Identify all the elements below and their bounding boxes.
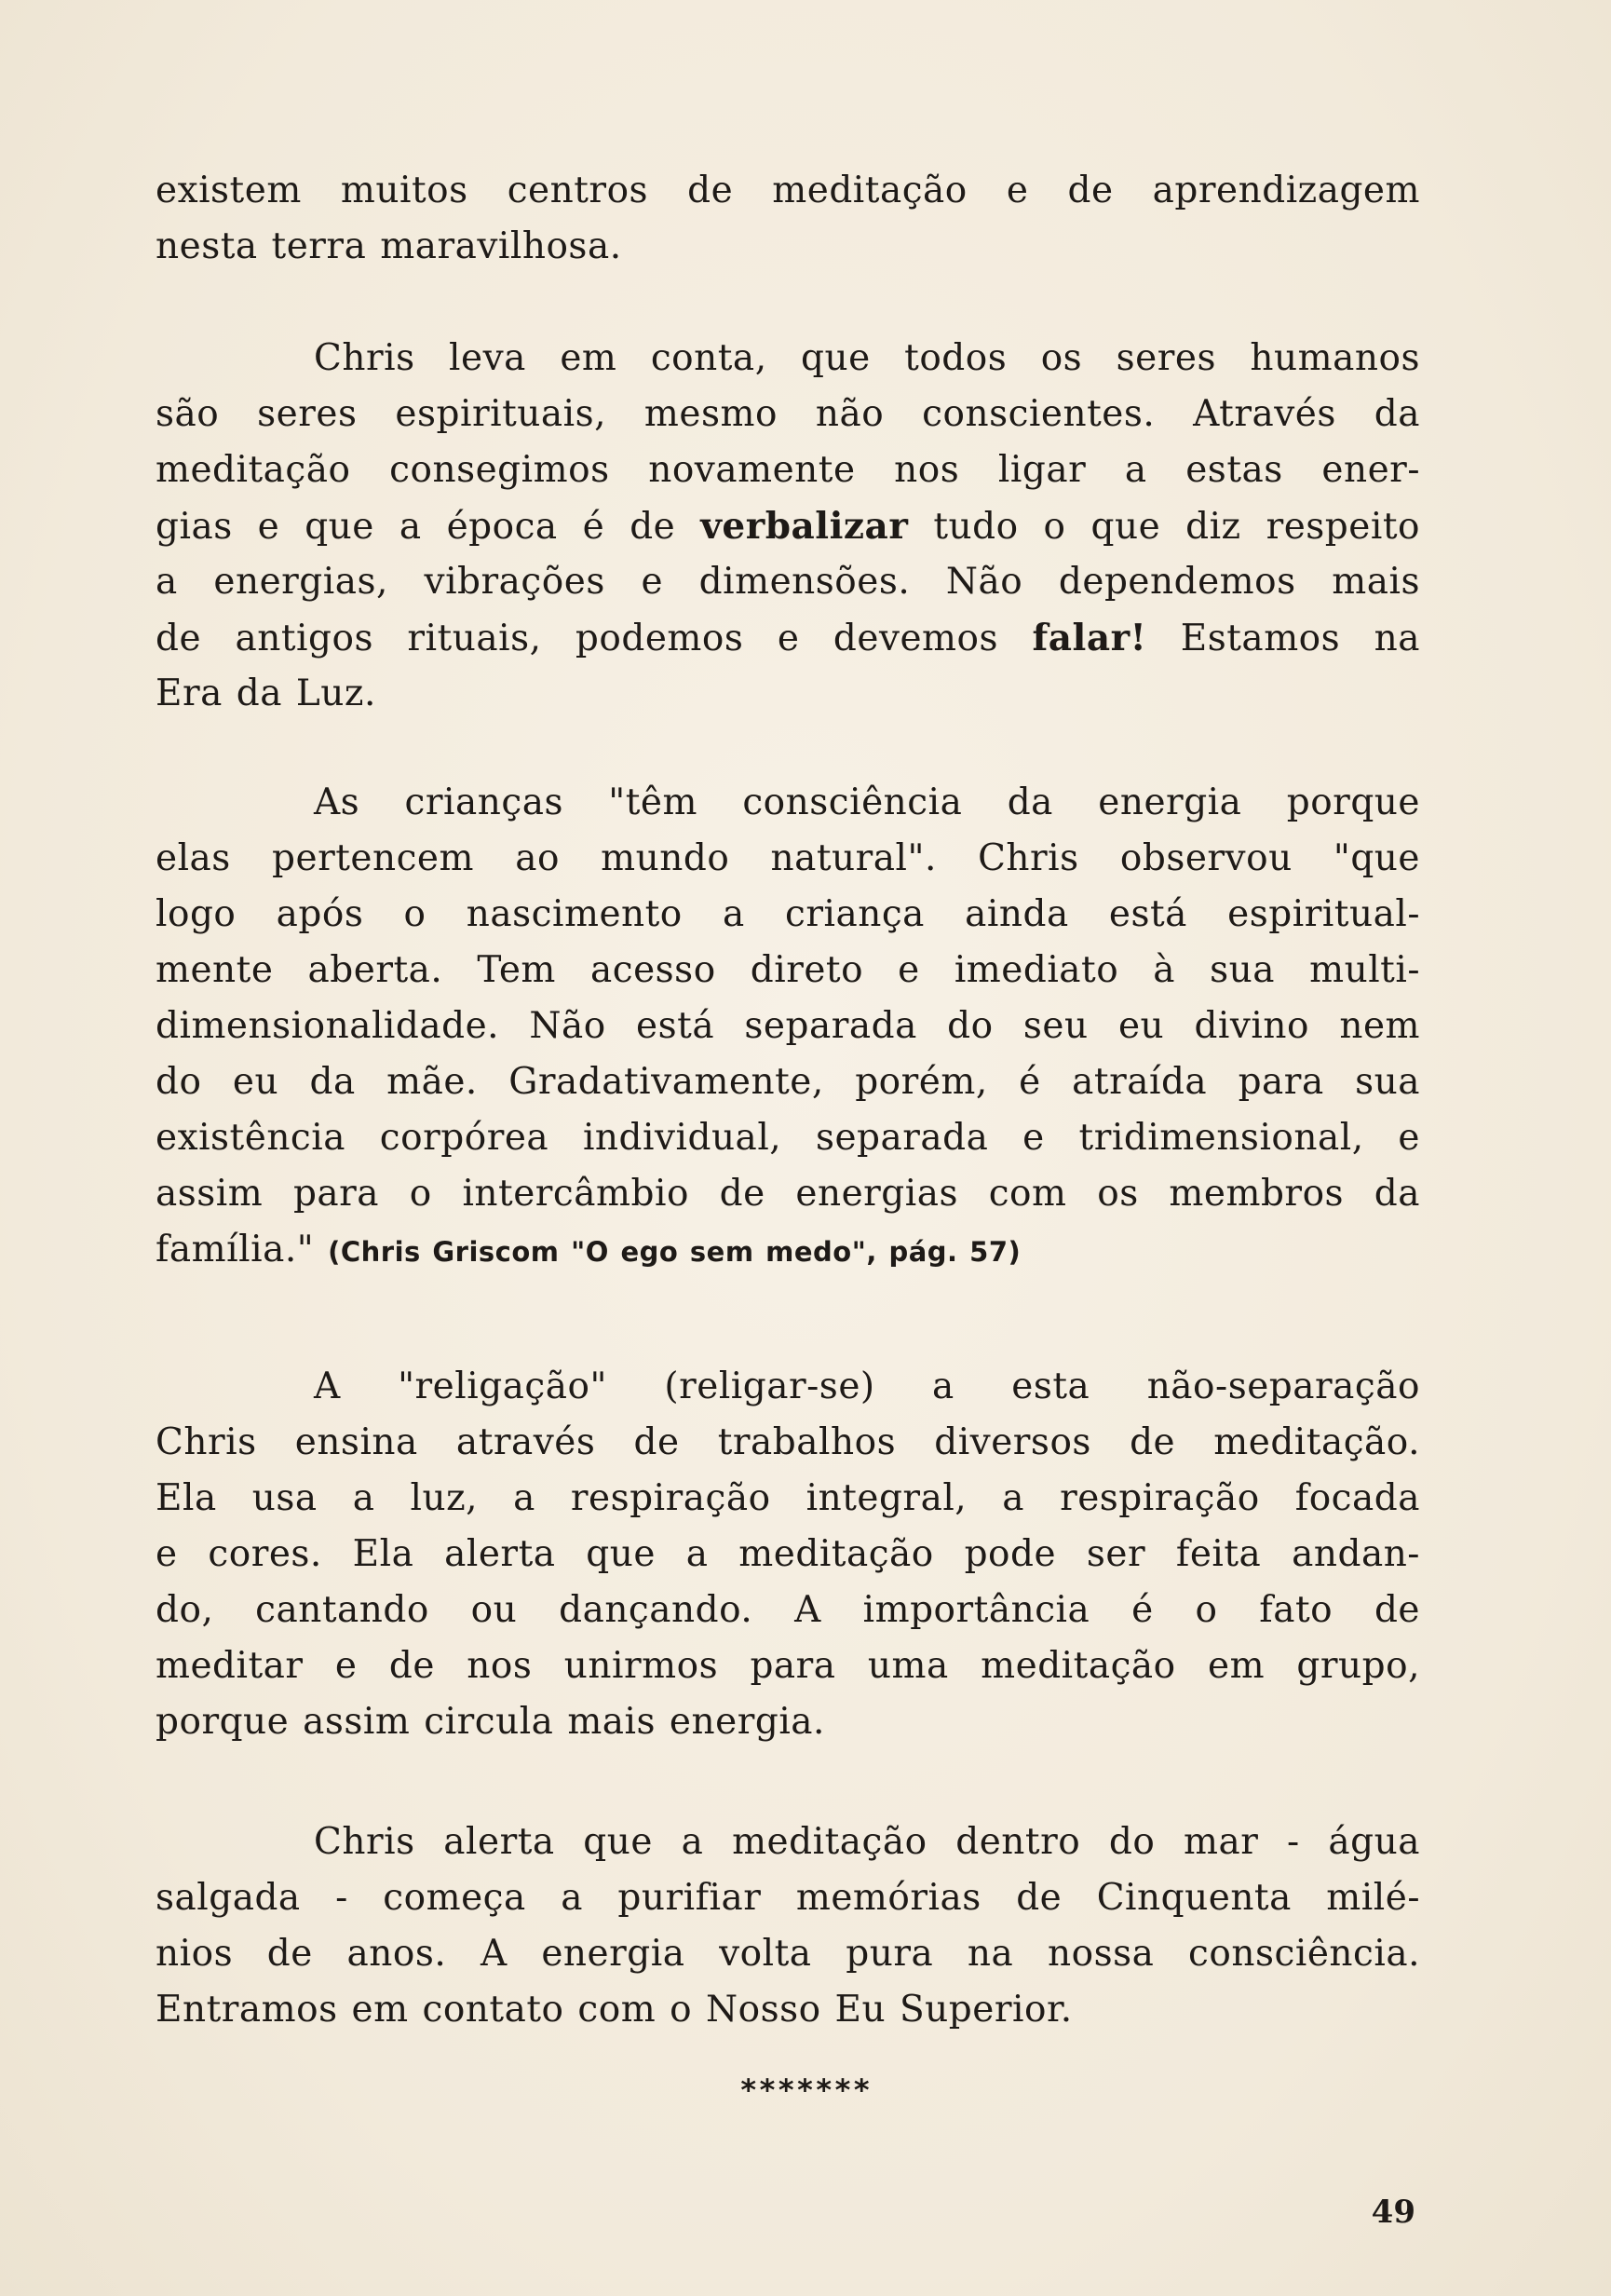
text-line: dimensionalidade. Não está separada do seu eu divino nem bbox=[156, 1005, 1420, 1047]
emphasis-word: falar! bbox=[1032, 617, 1147, 659]
text-line: Chris leva em conta, que todos os seres humanos bbox=[314, 337, 1420, 379]
text-line: gias e que a época é de verbalizar tudo o que diz respeito bbox=[156, 505, 1420, 548]
text-line: do eu da mãe. Gradativamente, porém, é atraída para sua bbox=[156, 1061, 1420, 1103]
text-line: família." (Chris Griscom "O ego sem medo", pág. 57) bbox=[156, 1229, 1022, 1270]
paragraph-3 bbox=[156, 775, 1420, 1278]
text-line: do, cantando ou dançando. A importância é o fato de bbox=[156, 1589, 1420, 1631]
text-line: meditação consegimos novamente nos ligar a estas ener- bbox=[156, 449, 1420, 491]
text-line: salgada - começa a purifiar memórias de Cinquenta milé- bbox=[156, 1877, 1420, 1919]
text-line: As crianças "têm consciência da energia porque bbox=[314, 781, 1420, 823]
text-line: logo após o nascimento a criança ainda está espiritual- bbox=[156, 893, 1420, 935]
citation: (Chris Griscom "O ego sem medo", pág. 57) bbox=[328, 1236, 1022, 1268]
text-line: Ela usa a luz, a respiração integral, a respiração focada bbox=[156, 1477, 1420, 1519]
text-line: Chris ensina através de trabalhos diversos de meditação. bbox=[156, 1421, 1420, 1463]
text-line: são seres espirituais, mesmo não conscientes. Através da bbox=[156, 393, 1420, 435]
text-line: mente aberta. Tem acesso direto e imediato à sua multi- bbox=[156, 949, 1420, 991]
text-line: nios de anos. A energia volta pura na nossa consciência. bbox=[156, 1933, 1420, 1975]
text-line: existem muitos centros de meditação e de aprendizagem bbox=[156, 170, 1420, 211]
paragraph-4 bbox=[156, 1359, 1420, 1750]
text-line: elas pertencem ao mundo natural". Chris observou "que bbox=[156, 837, 1420, 879]
text-line: A "religação" (religar-se) a esta não-separação bbox=[314, 1365, 1420, 1407]
text-line: porque assim circula mais energia. bbox=[156, 1701, 825, 1743]
text-line: nesta terra maravilhosa. bbox=[156, 225, 622, 267]
text-line: assim para o intercâmbio de energias com os membros da bbox=[156, 1173, 1420, 1215]
paragraph-1 bbox=[156, 163, 1420, 275]
emphasis-word: verbalizar bbox=[700, 505, 909, 548]
section-separator: ******* bbox=[739, 2072, 872, 2108]
page-number: 49 bbox=[1371, 2194, 1415, 2231]
text-line: e cores. Ela alerta que a meditação pode ser feita andan- bbox=[156, 1533, 1420, 1575]
text-line: de antigos rituais, podemos e devemos falar! Estamos na bbox=[156, 617, 1420, 659]
text-line: Chris alerta que a meditação dentro do mar - água bbox=[314, 1821, 1420, 1863]
paragraph-2 bbox=[156, 331, 1420, 722]
text-line: meditar e de nos unirmos para uma meditação em grupo, bbox=[156, 1645, 1420, 1687]
text-line: existência corpórea individual, separada e tridimensional, e bbox=[156, 1117, 1420, 1159]
paragraph-5 bbox=[156, 1814, 1420, 2038]
text-line: Era da Luz. bbox=[156, 672, 376, 714]
text-line: Entramos em contato com o Nosso Eu Superior. bbox=[156, 1989, 1073, 2031]
text-line: a energias, vibrações e dimensões. Não dependemos mais bbox=[156, 561, 1420, 603]
